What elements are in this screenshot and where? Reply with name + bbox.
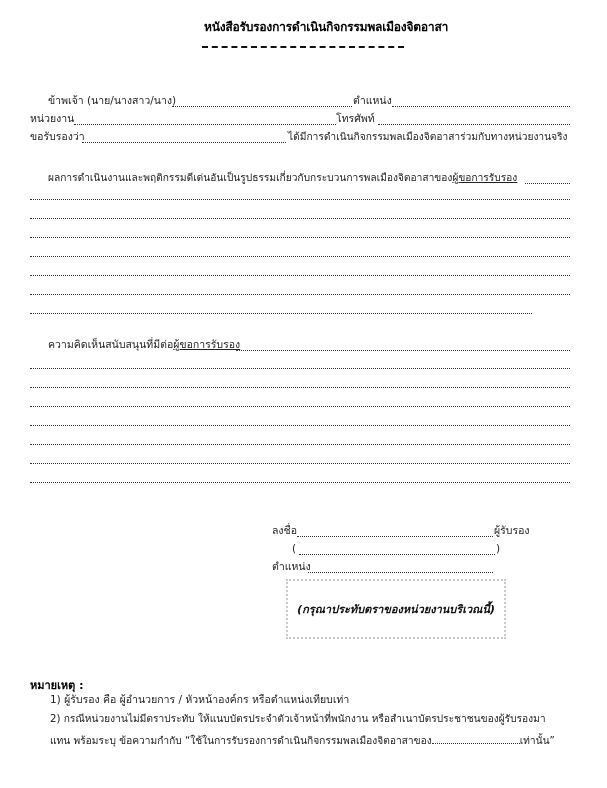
certifier-label: ผู้รับรอง	[494, 525, 530, 537]
name-field[interactable]	[172, 106, 352, 107]
document-title: หนังสือรับรองการดำเนินกิจกรรมพลเมืองจิตอาสา	[204, 20, 449, 34]
section2-line-3[interactable]	[30, 406, 570, 407]
certify-suffix: ได้มีการดำเนินกิจกรรมพลเมืองจิตอาสาร่วมกับทางหน่วยงานจริง	[288, 132, 568, 143]
section2-prefix: ความคิดเห็นสนับสนุนที่มีต่อ	[48, 339, 174, 351]
section2-underlined: ผู้ขอการรับรอง	[173, 339, 241, 351]
position-label: ตำแหน่ง	[353, 95, 392, 107]
signer-position-field[interactable]	[308, 572, 493, 573]
section2-line-1[interactable]	[30, 368, 570, 369]
signature-field[interactable]	[297, 536, 493, 537]
section2-heading-line[interactable]	[236, 350, 570, 351]
notes-heading: หมายเหตุ :	[30, 679, 84, 692]
section1-line-5[interactable]	[30, 275, 570, 276]
position-field[interactable]	[392, 106, 570, 107]
section1-heading	[48, 172, 517, 185]
section2-line-6[interactable]	[30, 463, 570, 464]
printed-name-field[interactable]	[299, 554, 495, 555]
section1-line-4[interactable]	[30, 256, 570, 257]
phone-label: โทรศัพท์	[336, 113, 375, 125]
stamp-instruction: (กรุณาประทับตราของหน่วยงานบริเวณนี้)	[297, 603, 495, 616]
section1-line-6[interactable]	[30, 294, 570, 295]
close-paren: )	[496, 543, 501, 555]
phone-field[interactable]	[378, 124, 570, 125]
name-label: ข้าพเจ้า (นาย/นางสาว/นาง)	[48, 95, 177, 107]
title-underline	[202, 46, 404, 48]
note-item-1: 1) ผู้รับรอง คือ ผู้อำนวยการ / หัวหน้าองค์กร หรือตำแหน่งเทียบเท่า	[50, 694, 350, 706]
section2-line-2[interactable]	[30, 387, 570, 388]
section2-line-4[interactable]	[30, 425, 570, 426]
section2-heading	[48, 339, 240, 352]
unit-label: หน่วยงาน	[30, 113, 75, 125]
note-item-2-suffix: เท่านั้น”	[519, 736, 555, 747]
note-item-2-line-2	[50, 733, 555, 748]
section1-prefix: ผลการดำเนินงานและพฤติกรรมดีเด่นอันเป็นรูปธรรมเกี่ยวกับกระบวนการพลเมืองจิตอาสาของ	[48, 173, 453, 184]
section1-line-7[interactable]	[30, 313, 532, 314]
section1-line-1[interactable]	[30, 199, 570, 200]
section2-line-5[interactable]	[30, 444, 570, 445]
unit-field[interactable]	[74, 124, 336, 125]
signer-position-label: ตำแหน่ง	[272, 561, 311, 573]
section1-underlined: ผู้ขอการรับรอง	[452, 173, 518, 184]
section1-line-2[interactable]	[30, 218, 570, 219]
section2-line-7[interactable]	[30, 482, 570, 483]
sign-label: ลงชื่อ	[272, 525, 297, 537]
note-item-2-prefix: แทน พร้อมระบุ ข้อความกำกับ “ใช้ในการรับรองการดำเนินกิจกรรมพลเมืองจิตอาสาของ	[50, 736, 432, 747]
stamp-area	[286, 579, 506, 639]
section1-line-3[interactable]	[30, 237, 570, 238]
section1-heading-line[interactable]	[525, 183, 570, 184]
certify-label: ขอรับรองว่า	[30, 131, 85, 143]
certify-field[interactable]	[82, 142, 286, 143]
open-paren: (	[292, 543, 297, 555]
note-blank-field[interactable]	[432, 733, 520, 744]
note-item-2-line-1: 2) กรณีหน่วยงานไม่มีตราประทับ ให้แนบบัตรประจำตัวเจ้าหน้าที่พนักงาน หรือสำเนาบัตรประชาชนของผู้รับรองมา	[50, 714, 546, 725]
